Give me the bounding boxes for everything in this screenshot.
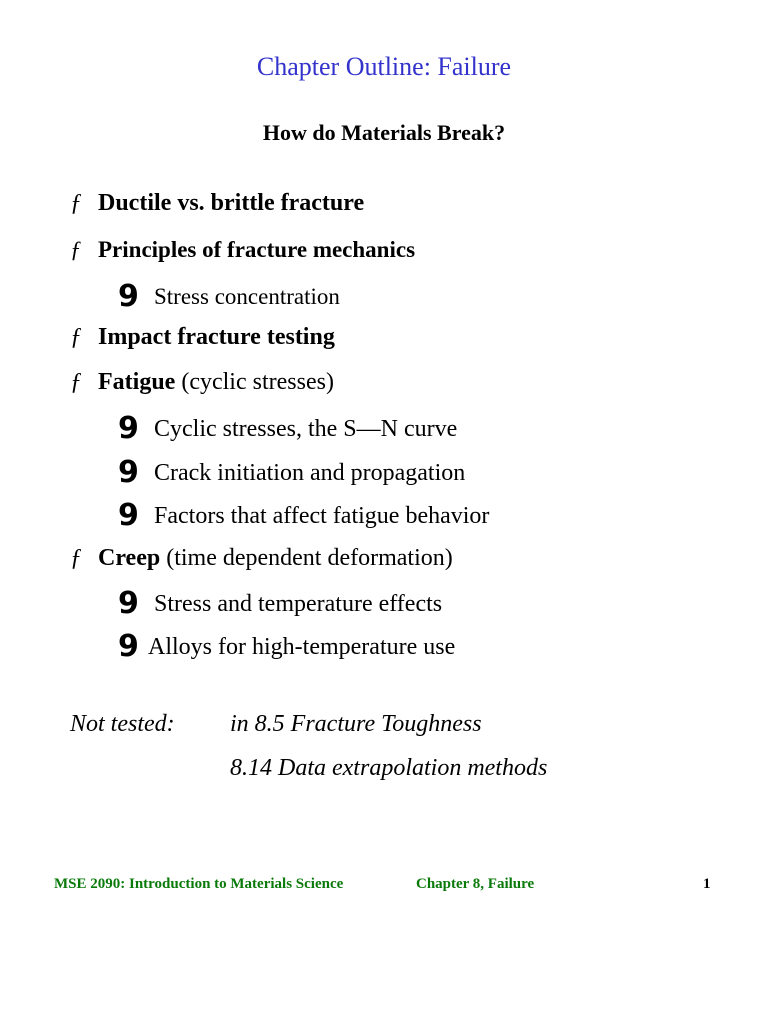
page-number: 1	[703, 876, 711, 892]
sub-bullet-icon: 9	[118, 279, 139, 314]
outline-subitem-stress-temp: 9 Stress and temperature effects	[118, 586, 443, 621]
outline-subitem-fatigue-factors: 9 Factors that affect fatigue behavior	[118, 498, 490, 533]
sub-bullet-icon: 9	[118, 586, 139, 621]
sub-bullet-icon: 9	[118, 629, 139, 664]
outline-subitem-sn-curve: 9 Cyclic stresses, the S—N curve	[118, 411, 458, 446]
sub-bullet-icon: 9	[118, 411, 139, 446]
outline-subitem-stress-concentration: 9 Stress concentration	[118, 279, 340, 314]
not-tested-item: 8.14 Data extrapolation methods	[230, 755, 548, 781]
outline-item-fatigue: ƒ Fatigue (cyclic stresses)	[70, 369, 334, 395]
outline-subitem-crack: 9 Crack initiation and propagation	[118, 455, 466, 490]
bullet-icon: ƒ	[70, 237, 82, 262]
not-tested-item: in 8.5 Fracture Toughness	[230, 711, 482, 737]
bullet-icon: ƒ	[70, 369, 82, 395]
bullet-icon: ƒ	[70, 545, 82, 571]
outline-item-ductile: ƒ Ductile vs. brittle fracture	[70, 190, 365, 216]
sub-bullet-icon: 9	[118, 498, 139, 533]
outline-item-fracture-mechanics: ƒ Principles of fracture mechanics	[70, 237, 416, 262]
not-tested-label: Not tested:	[70, 711, 175, 737]
page-title: Chapter Outline: Failure	[256, 52, 512, 81]
outline-item-creep: ƒ Creep (time dependent deformation)	[70, 545, 453, 571]
bullet-icon: ƒ	[70, 190, 82, 216]
outline-subitem-alloys: 9 Alloys for high-temperature use	[118, 629, 456, 664]
bullet-icon: ƒ	[70, 324, 82, 350]
outline-item-impact-testing: ƒ Impact fracture testing	[70, 324, 335, 350]
sub-bullet-icon: 9	[118, 455, 139, 490]
footer-chapter: Chapter 8, Failure	[416, 876, 535, 892]
page-subtitle: How do Materials Break?	[262, 120, 506, 145]
footer-course: MSE 2090: Introduction to Materials Science	[54, 876, 344, 892]
